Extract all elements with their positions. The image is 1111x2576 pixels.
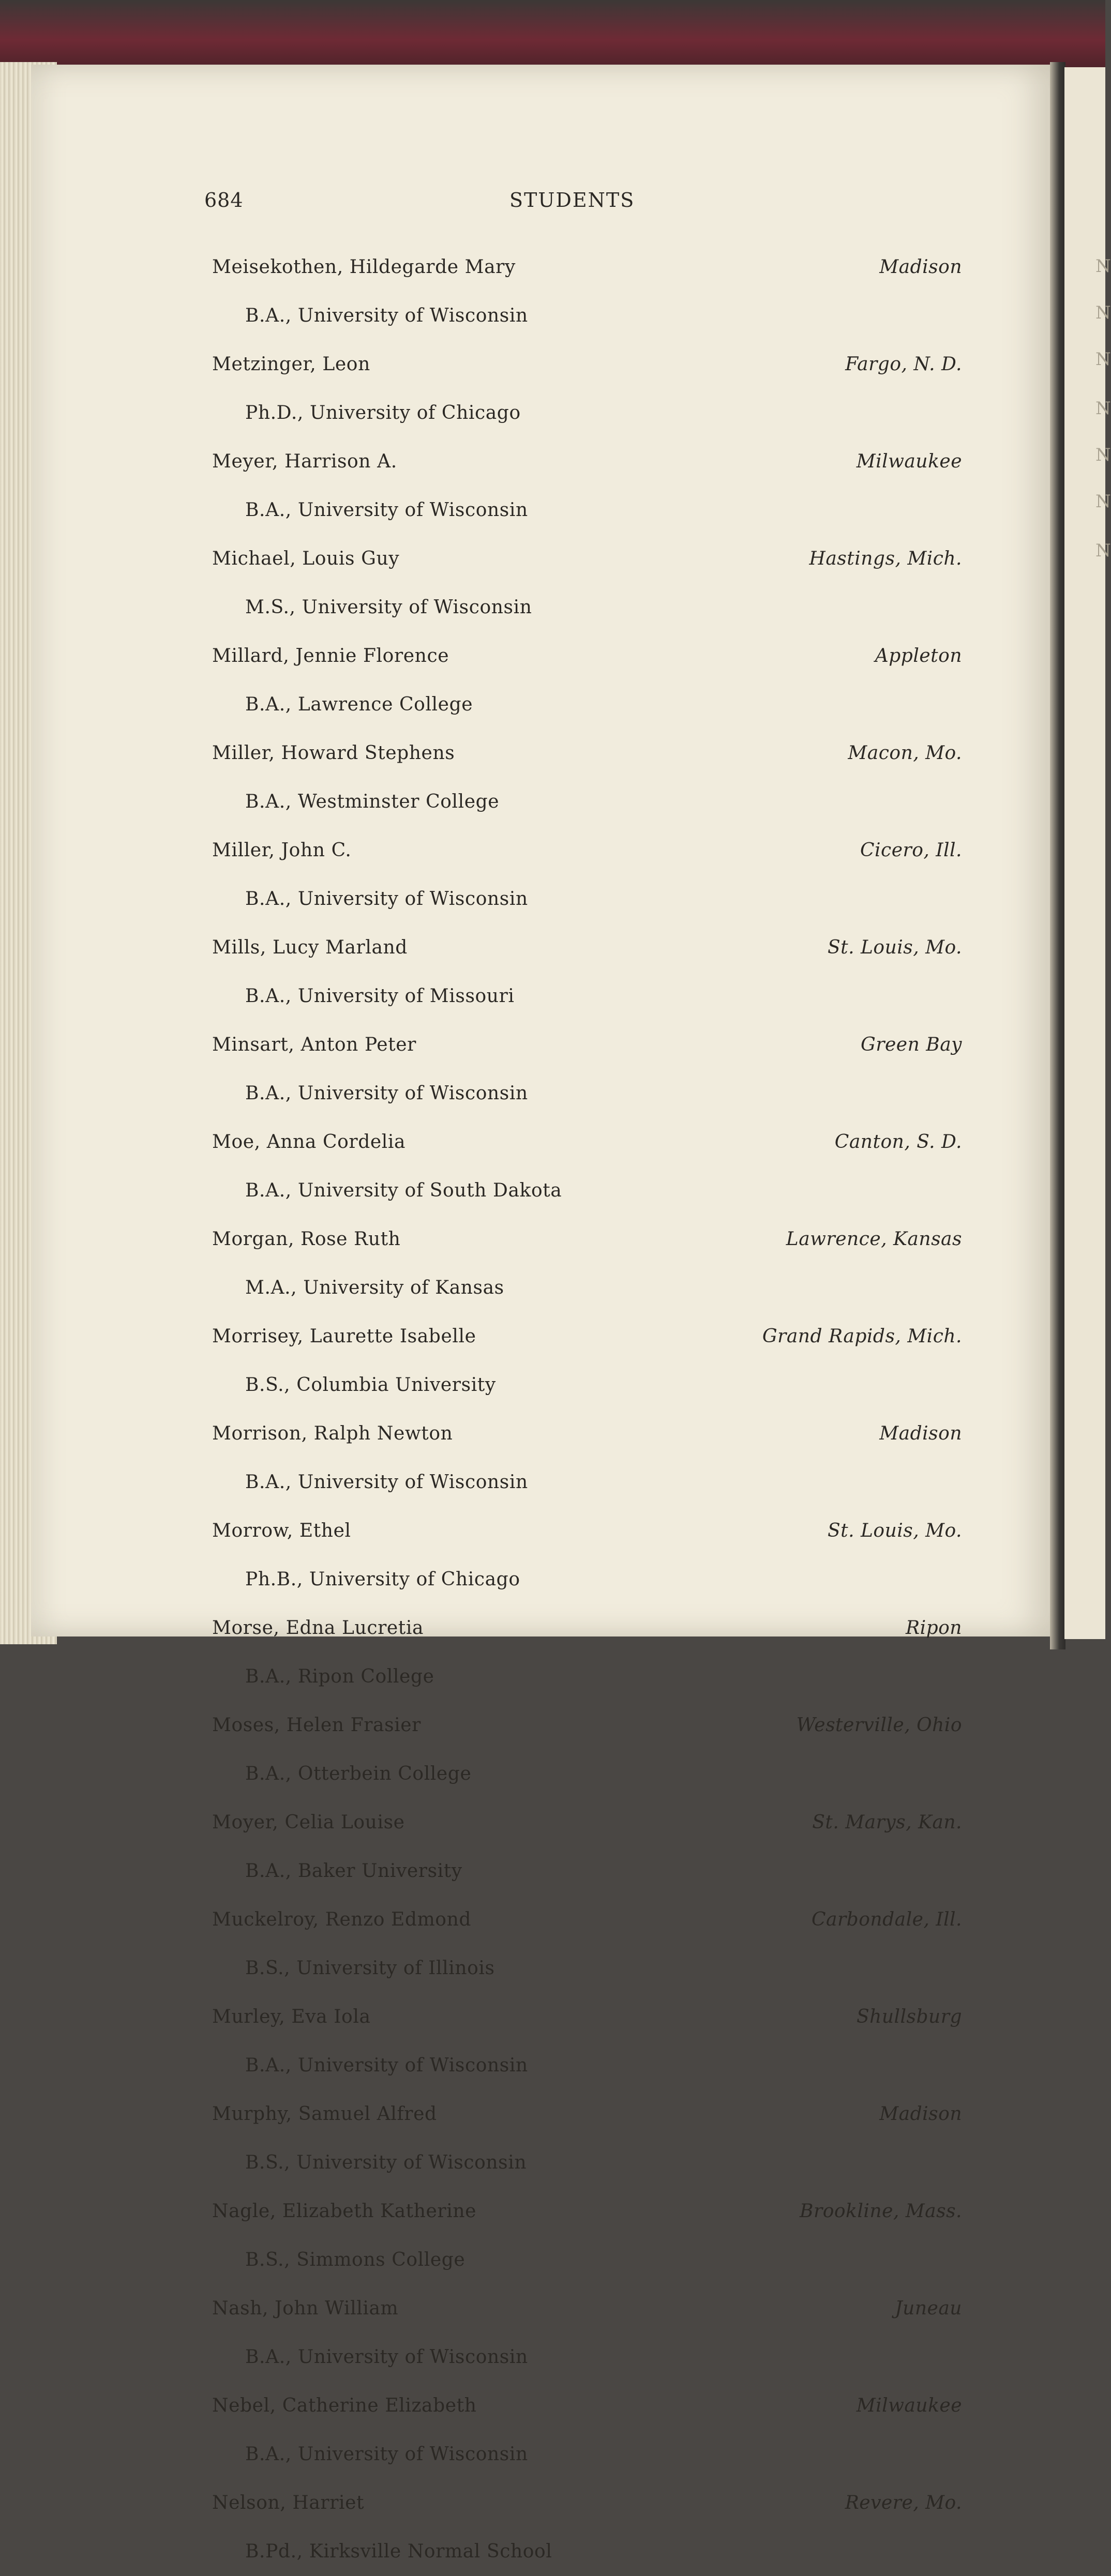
student-name: Morrisey, Laurette Isabelle xyxy=(212,1326,476,1347)
student-list xyxy=(212,243,962,2576)
student-degree: M.S., University of Wisconsin xyxy=(245,597,532,618)
page-title: STUDENTS xyxy=(509,189,635,211)
student-degree: B.A., Baker University xyxy=(245,1860,462,1882)
student-entry xyxy=(212,243,962,340)
student-degree: B.A., Lawrence College xyxy=(245,694,473,715)
student-name: Murphy, Samuel Alfred xyxy=(212,2103,437,2125)
next-page-letter: N xyxy=(1095,491,1111,512)
student-degree: B.S., University of Wisconsin xyxy=(245,2152,527,2173)
student-name: Moe, Anna Cordelia xyxy=(212,1131,406,1153)
student-city: Milwaukee xyxy=(856,2395,962,2416)
student-degree: B.A., University of Wisconsin xyxy=(245,1472,528,1493)
student-degree: Ph.B., University of Chicago xyxy=(245,1569,520,1590)
page-number: 684 xyxy=(204,189,244,211)
next-page-edge xyxy=(1064,67,1111,1639)
student-city: Shullsburg xyxy=(856,2006,962,2027)
student-name: Minsart, Anton Peter xyxy=(212,1034,416,1055)
student-entry xyxy=(212,1896,962,1993)
next-page-letter: N xyxy=(1095,540,1111,561)
student-name: Morse, Edna Lucretia xyxy=(212,1617,424,1639)
student-degree: B.S., Columbia University xyxy=(245,1374,496,1396)
student-degree: B.A., University of Missouri xyxy=(245,986,515,1007)
student-city: Westerville, Ohio xyxy=(796,1715,962,1736)
student-degree: B.Pd., Kirksville Normal School xyxy=(245,2541,552,2562)
student-city: Madison xyxy=(879,256,962,278)
student-entry xyxy=(212,340,962,437)
student-degree: B.A., University of Wisconsin xyxy=(245,305,528,326)
student-degree: B.A., University of Wisconsin xyxy=(245,2444,528,2465)
student-city: Grand Rapids, Mich. xyxy=(762,1326,962,1347)
student-name: Meisekothen, Hildegarde Mary xyxy=(212,256,516,278)
student-name: Murley, Eva Iola xyxy=(212,2006,371,2027)
student-entry xyxy=(212,826,962,923)
student-city: Carbondale, Ill. xyxy=(811,1909,962,1930)
student-entry xyxy=(212,1410,962,1507)
student-city: Macon, Mo. xyxy=(848,743,962,764)
student-city: Appleton xyxy=(875,645,962,666)
student-city: St. Marys, Kan. xyxy=(812,1812,962,1833)
student-name: Nelson, Harriet xyxy=(212,2492,365,2513)
student-city: Revere, Mo. xyxy=(845,2492,962,2513)
student-city: St. Louis, Mo. xyxy=(827,937,962,958)
book-cover-edge xyxy=(0,0,1105,72)
student-degree: B.A., University of Wisconsin xyxy=(245,2346,528,2368)
student-degree: B.A., University of Wisconsin xyxy=(245,2055,528,2076)
student-entry xyxy=(212,632,962,729)
student-degree: B.A., University of Wisconsin xyxy=(245,499,528,521)
student-city: Lawrence, Kansas xyxy=(786,1229,962,1250)
student-entry xyxy=(212,1215,962,1312)
next-page-letter: N xyxy=(1095,398,1111,419)
student-name: Nagle, Elizabeth Katherine xyxy=(212,2201,477,2222)
student-degree: B.A., University of Wisconsin xyxy=(245,1083,528,1104)
student-degree: M.A., University of Kansas xyxy=(245,1277,504,1298)
student-name: Morrison, Ralph Newton xyxy=(212,1423,453,1444)
student-name: Michael, Louis Guy xyxy=(212,548,400,569)
student-entry xyxy=(212,1701,962,1798)
book-gutter xyxy=(1050,62,1065,1649)
student-degree: B.A., University of Wisconsin xyxy=(245,888,528,910)
student-entry xyxy=(212,2187,962,2284)
student-name: Morrow, Ethel xyxy=(212,1520,351,1541)
student-entry xyxy=(212,437,962,535)
student-city: Green Bay xyxy=(861,1034,962,1055)
student-city: Juneau xyxy=(895,2298,962,2319)
student-city: Ripon xyxy=(905,1617,962,1639)
student-degree: B.S., University of Illinois xyxy=(245,1958,495,1979)
next-page-letter: N xyxy=(1095,256,1111,277)
student-name: Moyer, Celia Louise xyxy=(212,1812,405,1833)
next-page-letter: N xyxy=(1095,349,1111,370)
student-name: Morgan, Rose Ruth xyxy=(212,1229,401,1250)
student-city: Cicero, Ill. xyxy=(860,840,962,861)
student-name: Mills, Lucy Marland xyxy=(212,937,408,958)
student-entry xyxy=(212,1021,962,1118)
student-entry xyxy=(212,2382,962,2479)
student-city: Brookline, Mass. xyxy=(800,2201,962,2222)
student-entry xyxy=(212,1604,962,1701)
student-degree: B.A., Otterbein College xyxy=(245,1763,472,1784)
student-name: Nebel, Catherine Elizabeth xyxy=(212,2395,477,2416)
student-city: Hastings, Mich. xyxy=(809,548,962,569)
next-page-letter: N xyxy=(1095,302,1111,323)
student-city: Canton, S. D. xyxy=(834,1131,962,1153)
student-degree: B.A., Ripon College xyxy=(245,1666,434,1687)
student-degree: Ph.D., University of Chicago xyxy=(245,402,521,423)
student-degree: B.S., Simmons College xyxy=(245,2249,466,2270)
next-page-letter: N xyxy=(1095,445,1111,465)
student-name: Millard, Jennie Florence xyxy=(212,645,449,666)
student-degree: B.A., University of South Dakota xyxy=(245,1180,562,1201)
student-name: Miller, John C. xyxy=(212,840,352,861)
student-city: Madison xyxy=(879,1423,962,1444)
student-name: Metzinger, Leon xyxy=(212,354,370,375)
student-name: Moses, Helen Frasier xyxy=(212,1715,421,1736)
student-degree: B.A., Westminster College xyxy=(245,791,500,812)
student-entry xyxy=(212,923,962,1021)
student-entry xyxy=(212,1118,962,1215)
student-entry xyxy=(212,729,962,826)
student-city: Fargo, N. D. xyxy=(845,354,962,375)
student-entry xyxy=(212,2090,962,2187)
student-name: Nash, John William xyxy=(212,2298,399,2319)
student-entry xyxy=(212,1312,962,1410)
student-entry xyxy=(212,2284,962,2382)
student-name: Miller, Howard Stephens xyxy=(212,743,455,764)
student-entry xyxy=(212,1507,962,1604)
student-entry xyxy=(212,2479,962,2576)
student-city: St. Louis, Mo. xyxy=(827,1520,962,1541)
student-name: Muckelroy, Renzo Edmond xyxy=(212,1909,472,1930)
student-entry xyxy=(212,535,962,632)
student-entry xyxy=(212,1798,962,1896)
student-name: Meyer, Harrison A. xyxy=(212,451,397,472)
student-city: Madison xyxy=(879,2103,962,2125)
page-header xyxy=(204,189,959,215)
student-entry xyxy=(212,1993,962,2090)
student-city: Milwaukee xyxy=(856,451,962,472)
